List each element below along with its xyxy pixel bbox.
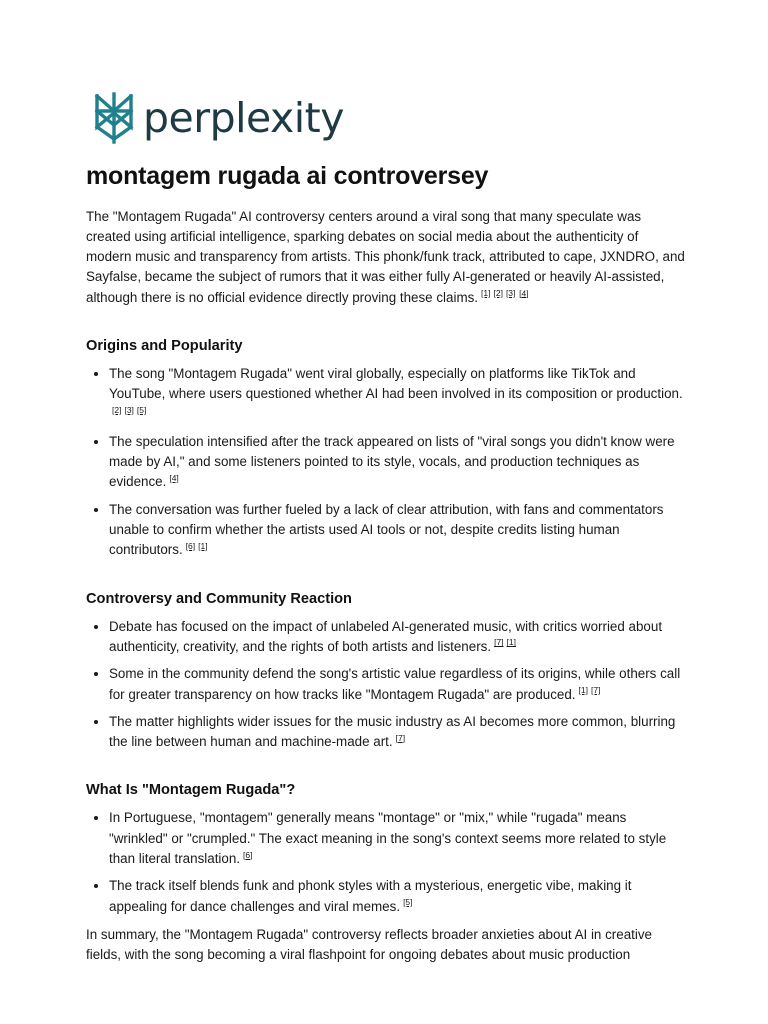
- citation-link[interactable]: [2]: [493, 288, 503, 299]
- intro-paragraph: [86, 207, 686, 308]
- section-heading-controversy: Controversy and Community Reaction: [86, 590, 352, 607]
- perplexity-mark-icon: [93, 92, 135, 144]
- list-item: [109, 712, 686, 753]
- perplexity-logo[interactable]: [93, 92, 344, 144]
- citation-link[interactable]: [7]: [494, 637, 504, 648]
- list-item-text: The speculation intensified after the track appeared on lists of "viral songs you didn't know were made by AI," and some listeners pointed to its style, vocals, and production techniques as evidence.: [109, 433, 675, 490]
- list-item: [109, 500, 686, 561]
- list-item: [109, 876, 686, 917]
- meaning-list: [86, 808, 686, 916]
- list-item: [109, 664, 686, 705]
- list-item-text: The conversation was further fueled by a lack of clear attribution, with fans and commentators unable to confirm whether the artists used AI tools or not, despite credits listing human contributors.: [109, 501, 664, 558]
- list-item-text: In Portuguese, "montagem" generally means "montage" or "mix," while "rugada" means "wrinkled" or "crumpled." The exact meaning in the song's context seems more related to style than literal translation.: [109, 810, 667, 867]
- list-item-text: The song "Montagem Rugada" went viral globally, especially on platforms like TikTok and YouTube, where users questioned whether AI had been involved in its composition or production.: [109, 365, 683, 402]
- citation-link[interactable]: [7]: [590, 685, 601, 696]
- section-heading-origins: Origins and Popularity: [86, 337, 243, 354]
- citation-link[interactable]: [5]: [403, 897, 413, 908]
- intro-text: The "Montagem Rugada" AI controversy centers around a viral song that many speculate was created using artificial intelligence, sparking debates on social media about the authenticity of modern music and transparency from artists. This phonk/funk track, attributed to cape, JXNDRO, and Sayfalse, became the subject of rumors that it was either fully AI-generated or heavily AI-assisted, although there is no official evidence directly proving these claims.: [86, 208, 685, 305]
- list-item-text: The track itself blends funk and phonk styles with a mysterious, energetic vibe, making it appealing for dance challenges and viral memes.: [109, 878, 632, 914]
- citation-link[interactable]: [2]: [112, 405, 122, 416]
- section-heading-meaning: What Is "Montagem Rugada"?: [86, 782, 296, 799]
- citation-link[interactable]: [7]: [395, 732, 406, 743]
- citation-link[interactable]: [1]: [481, 288, 491, 299]
- origins-list: [86, 364, 686, 561]
- citation-link[interactable]: [1]: [578, 685, 588, 696]
- citation-link[interactable]: [1]: [198, 540, 208, 551]
- list-item: [109, 364, 686, 425]
- list-item-text: Some in the community defend the song's artistic value regardless of its origins, while others call for greater transparency on how tracks like "Montagem Rugada" are produced.: [109, 666, 681, 702]
- list-item-text: The matter highlights wider issues for the music industry as AI becomes more common, blurring the line between human and machine-made art.: [109, 713, 676, 750]
- list-item: [109, 432, 686, 493]
- citation-link[interactable]: [6]: [243, 849, 253, 860]
- citation-link[interactable]: [6]: [185, 540, 196, 551]
- citation-link[interactable]: [4]: [519, 288, 529, 299]
- citation-link[interactable]: [1]: [506, 637, 516, 648]
- page-title: montagem rugada ai controversey: [86, 162, 489, 190]
- citation-link[interactable]: [4]: [169, 473, 179, 483]
- list-item: [109, 617, 686, 658]
- summary-paragraph: In summary, the "Montagem Rugada" controversy reflects broader anxieties about AI in creative fields, with the song becoming a viral flashpoint for ongoing debates about music production: [86, 926, 652, 963]
- citation-link[interactable]: [3]: [505, 288, 516, 299]
- controversy-list: [86, 617, 686, 753]
- citation-link[interactable]: [5]: [136, 405, 147, 416]
- logo-wordmark: perplexity: [143, 93, 345, 142]
- citation-link[interactable]: [3]: [124, 405, 134, 416]
- list-item: [109, 808, 686, 869]
- list-item-text: Debate has focused on the impact of unlabeled AI-generated music, with critics worried about authenticity, creativity, and the rights of both artists and listeners.: [109, 618, 663, 654]
- article: [86, 160, 686, 966]
